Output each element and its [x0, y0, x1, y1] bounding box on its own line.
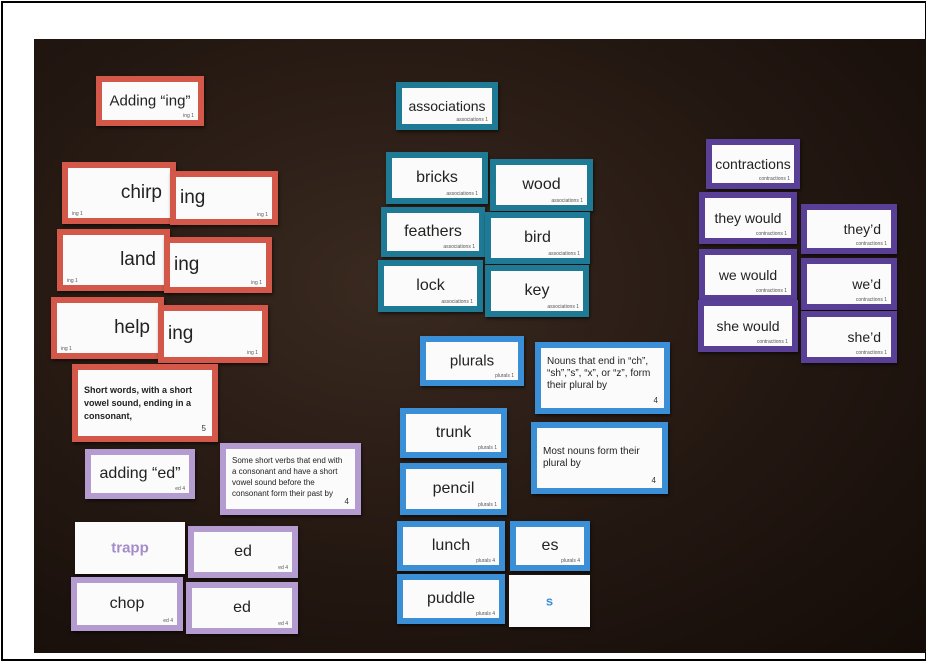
card-tag: ing 1	[257, 212, 268, 218]
card-adding-ed	[85, 449, 195, 499]
card-text: Short words, with a short vowel sound, ending in a consonant,	[84, 385, 193, 421]
card-word: bird	[524, 229, 551, 246]
card-text: Most nouns form their plural by	[543, 446, 640, 469]
card-word: she would	[716, 318, 780, 334]
card-word: ing	[168, 323, 194, 344]
card-word: they would	[714, 210, 782, 226]
card-pencil	[400, 463, 507, 515]
card-theyd	[801, 204, 897, 254]
card-tag: associations 1	[441, 299, 473, 305]
card-adding-ing	[96, 76, 204, 126]
card-word: chop	[109, 595, 145, 612]
card-word: feathers	[404, 223, 462, 240]
card-word: puddle	[426, 590, 476, 607]
card-number: 5	[201, 424, 206, 433]
card-lunch	[397, 521, 505, 571]
card-wood	[490, 159, 593, 211]
card-word: she’d	[847, 329, 881, 345]
card-ed-1	[188, 526, 298, 578]
card-contractions	[706, 139, 800, 189]
card-word: s	[545, 593, 554, 609]
card-word: ed	[233, 599, 251, 616]
card-tag: ing 1	[72, 211, 83, 217]
card-word: ing	[174, 254, 200, 275]
card-tag: ing 1	[67, 278, 78, 284]
card-word: associations	[408, 98, 486, 114]
card-tag: ed 4	[175, 486, 185, 492]
card-ed-rule	[220, 443, 361, 515]
card-word: they’d	[843, 221, 881, 237]
card-word: plurals	[449, 352, 495, 370]
card-tag: contractions 1	[855, 350, 887, 356]
card-chop	[71, 577, 183, 631]
card-lock	[378, 260, 483, 312]
card-number: 4	[651, 476, 656, 485]
card-number: 4	[344, 497, 349, 506]
card-word: trapp	[111, 539, 149, 557]
card-tag: plurals 4	[561, 558, 580, 564]
card-ed-2	[186, 582, 298, 634]
card-we-would	[699, 249, 797, 301]
card-word: Adding “ing”	[109, 92, 191, 110]
card-associations	[396, 82, 498, 130]
card-tag: contractions 1	[756, 339, 788, 345]
card-bricks	[386, 152, 488, 204]
card-tag: associations 1	[446, 191, 478, 197]
card-plural-rule-2	[531, 422, 668, 494]
card-help	[51, 297, 164, 359]
card-s	[509, 575, 590, 627]
card-tag: contractions 1	[855, 297, 887, 303]
card-tag: ed 4	[163, 618, 173, 624]
card-word: lunch	[431, 537, 471, 554]
card-tag: associations 1	[548, 251, 580, 257]
card-tag: plurals 1	[478, 502, 497, 508]
card-word: pencil	[432, 480, 475, 497]
card-puddle	[397, 574, 505, 624]
card-tag: contractions 1	[758, 176, 790, 182]
card-tag: contractions 1	[755, 288, 787, 294]
card-word: adding “ed”	[99, 465, 181, 482]
card-tag: ing 1	[247, 350, 258, 356]
card-text: Some short verbs that end with a consonant and have a short vowel sound before the consonant form their past by	[232, 456, 343, 498]
card-word: contractions	[715, 156, 791, 172]
card-bird	[485, 212, 590, 264]
card-word: trunk	[435, 424, 472, 441]
card-tag: plurals 4	[476, 558, 495, 564]
card-tag: ing 1	[183, 113, 194, 119]
card-word: bricks	[416, 169, 458, 186]
card-tag: contractions 1	[755, 231, 787, 237]
card-shed	[801, 311, 897, 363]
card-word: ing	[180, 187, 206, 208]
card-word: ed	[234, 543, 252, 560]
card-word: land	[120, 249, 156, 270]
card-tag: plurals 1	[495, 373, 514, 379]
card-word: chirp	[120, 182, 162, 203]
card-text: Nouns that end in “ch”, “sh”,”s”, “x”, or “z”, form their plural by	[547, 356, 651, 391]
card-tag: ing 1	[251, 280, 262, 286]
card-ing-2	[164, 237, 272, 293]
card-tag: associations 1	[443, 244, 475, 250]
card-tag: ed 4	[278, 565, 288, 571]
card-tag: plurals 4	[476, 611, 495, 617]
card-she-would	[698, 300, 798, 352]
card-key	[485, 265, 589, 317]
card-feathers	[381, 207, 485, 257]
card-tag: contractions 1	[855, 241, 887, 247]
card-word: wood	[522, 176, 561, 193]
card-word: es	[541, 537, 559, 554]
card-word: key	[524, 282, 550, 299]
card-number: 4	[653, 396, 658, 405]
card-plural-rule-1	[535, 342, 670, 414]
card-es	[510, 521, 590, 571]
card-chirp	[62, 162, 176, 224]
card-tag: plurals 1	[478, 445, 497, 451]
card-wed	[801, 258, 897, 310]
card-ing-1	[170, 171, 278, 225]
card-tag: ed 4	[278, 621, 288, 627]
card-ing-rule	[72, 364, 218, 442]
card-word: we would	[718, 267, 778, 283]
card-trapp	[75, 522, 185, 574]
card-plurals	[420, 336, 524, 386]
card-they-would	[699, 192, 797, 244]
card-tag: associations 1	[547, 304, 579, 310]
card-tag: associations 1	[456, 117, 488, 123]
card-word: we’d	[852, 276, 881, 292]
card-word: lock	[416, 277, 445, 294]
card-tag: associations 1	[551, 198, 583, 204]
card-ing-3	[158, 305, 268, 363]
card-word: help	[114, 317, 150, 338]
card-tag: ing 1	[61, 346, 72, 352]
card-land	[57, 229, 170, 291]
card-trunk	[400, 408, 507, 458]
